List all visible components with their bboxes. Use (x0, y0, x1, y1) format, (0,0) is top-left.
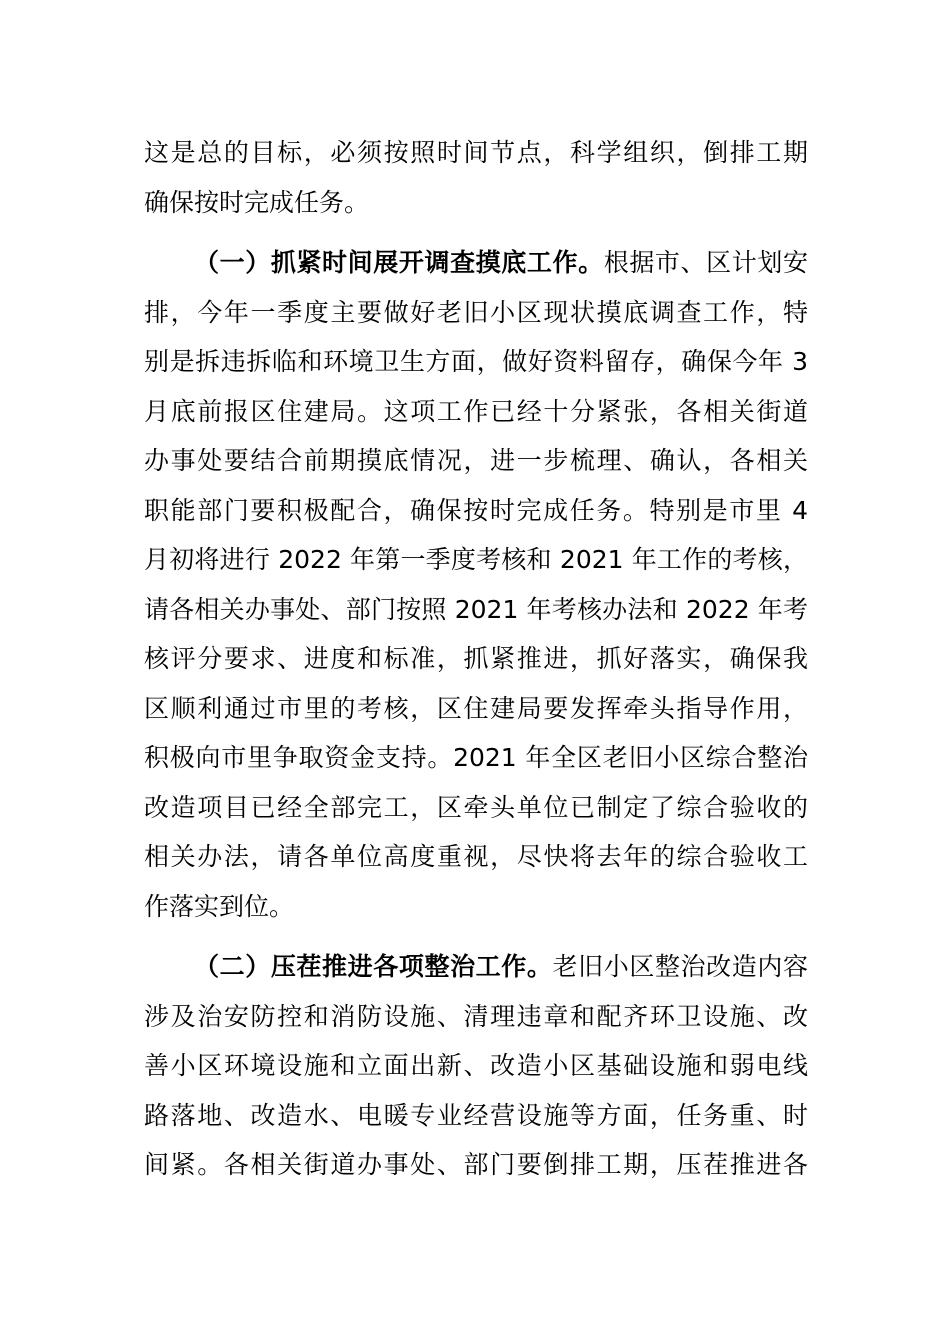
text-line: 作落实到位。 (144, 891, 295, 921)
text-line: 路落地、改造水、电暖专业经营设施等方面，任务重、时 (144, 1100, 808, 1130)
text-line: 办事处要结合前期摸底情况，进一步梳理、确认，各相关 (144, 446, 808, 475)
text-line: 涉及治安防控和消防设施、清理违章和配齐环卫设施、改 (144, 1001, 808, 1031)
text-line: 间紧。各相关街道办事处、部门要倒排工期，压茬推进各 (144, 1150, 808, 1179)
text-line: 月初将进行 2022 年第一季度考核和 2021 年工作的考核， (144, 545, 808, 574)
text-line: 确保按时完成任务。 (144, 187, 370, 217)
text-line: 这是总的目标，必须按照时间节点，科学组织，倒排工期 (144, 138, 808, 167)
section-1-paragraph (144, 238, 808, 931)
text-line: 改造项目已经全部完工，区牵头单位已制定了综合验收的 (144, 792, 808, 822)
section-1-first-line (144, 238, 808, 288)
intro-paragraph (144, 128, 808, 227)
text-line: 积极向市里争取资金支持。2021 年全区老旧小区综合整治 (144, 743, 808, 772)
text-line: 别是拆违拆临和环境卫生方面，做好资料留存，确保今年 3 (144, 347, 808, 376)
section-2-first-line-text: 老旧小区整治改造内容 (552, 952, 808, 981)
text-line: 排，今年一季度主要做好老旧小区现状摸底调查工作，特 (144, 297, 808, 327)
text-line: 请各相关办事处、部门按照 2021 年考核办法和 2022 年考 (144, 594, 808, 624)
section-2-paragraph (144, 942, 808, 1190)
section-1-first-line-text: 根据市、区计划安 (603, 248, 808, 277)
text-line: 善小区环境设施和立面出新、改造小区基础设施和弱电线 (144, 1051, 808, 1080)
text-line: 核评分要求、进度和标准，抓紧推进，抓好落实，确保我 (144, 644, 808, 673)
document-page (144, 128, 808, 1190)
text-line: 月底前报区住建局。这项工作已经十分紧张，各相关街道 (144, 396, 808, 426)
section-2-heading: （二）压茬推进各项整治工作。 (194, 952, 553, 981)
text-line: 相关办法，请各单位高度重视，尽快将去年的综合验收工 (144, 842, 808, 871)
text-line: 区顺利通过市里的考核，区住建局要发挥牵头指导作用， (144, 693, 808, 723)
section-2-first-line (144, 942, 808, 992)
text-line: 职能部门要积极配合，确保按时完成任务。特别是市里 4 (144, 495, 808, 525)
section-1-heading: （一）抓紧时间展开调查摸底工作。 (194, 248, 604, 277)
